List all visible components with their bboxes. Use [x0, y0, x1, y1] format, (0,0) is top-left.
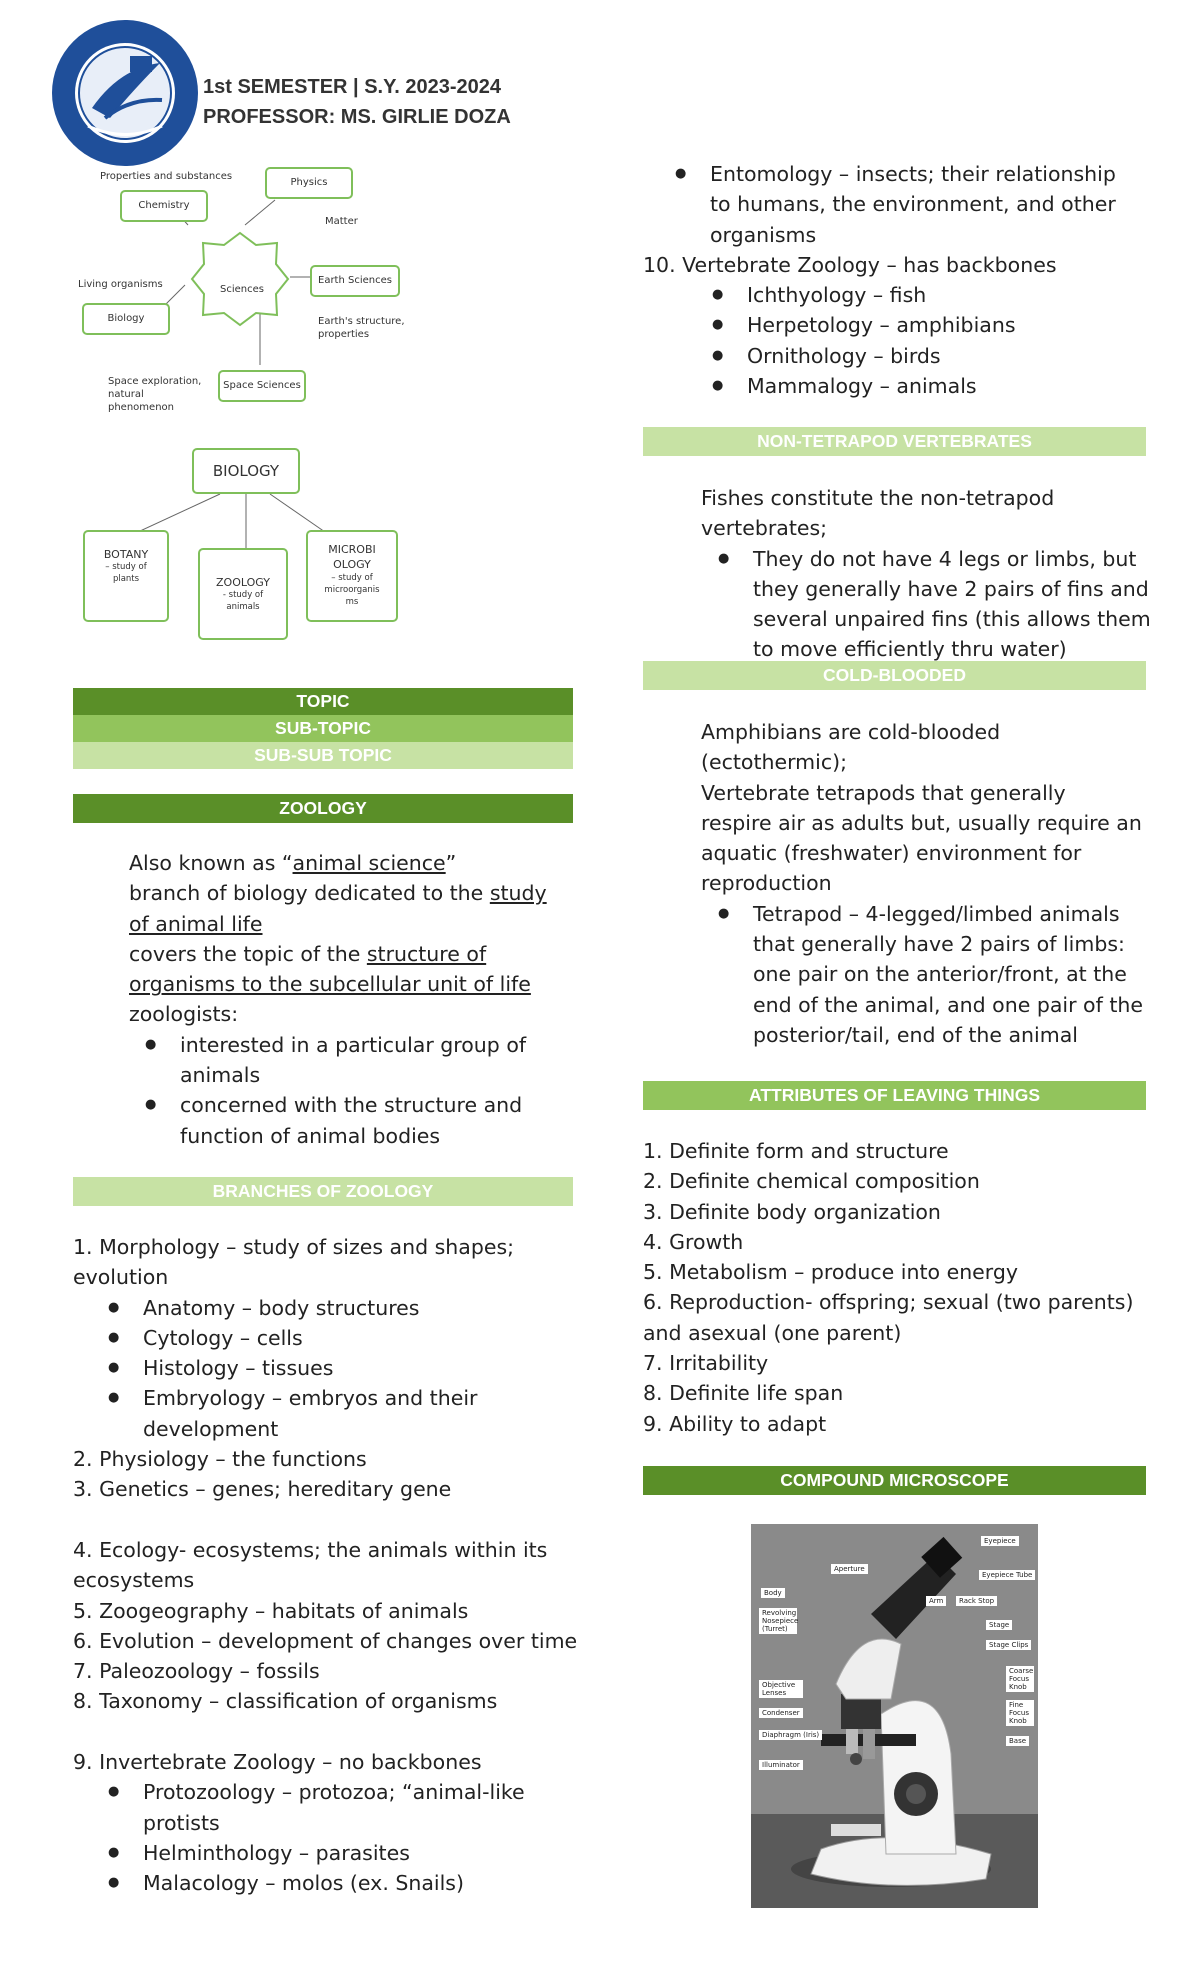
- sub-list-item: [643, 159, 1153, 189]
- list-item: 1. Definite form and structure: [643, 1139, 949, 1163]
- text: several unpaired fins (this allows them: [753, 607, 1151, 632]
- label-arm: Arm: [926, 1596, 946, 1606]
- biology-diagram: [80, 448, 410, 658]
- underlined-text: structure of: [366, 941, 487, 966]
- label-fine-focus-knob: Fine Focus Knob: [1006, 1700, 1034, 1726]
- list-item: 6. Evolution – development of changes over time: [73, 1628, 578, 1653]
- label-rack-stop: Rack Stop: [956, 1596, 997, 1606]
- sciences-center-label: Sciences: [220, 284, 264, 295]
- list-item-continuation: [643, 513, 1153, 543]
- text: organisms: [710, 222, 817, 247]
- text: Cytology – cells: [143, 1325, 303, 1350]
- text: Vertebrate tetrapods that generally: [701, 780, 1066, 805]
- bullet-dot-icon: ●: [145, 1036, 157, 1052]
- bullet-dot-icon: ●: [718, 905, 730, 921]
- space-sciences-box: [218, 370, 306, 402]
- list-item: 9. Invertebrate Zoology – no backbones: [73, 1750, 482, 1775]
- text: they generally have 2 pairs of fins and: [753, 576, 1149, 601]
- professor-heading: PROFESSOR: MS. GIRLIE DOZA: [203, 106, 511, 128]
- cold-blooded-heading: COLD-BLOODED: [643, 661, 1146, 690]
- bullet-dot-icon: ●: [108, 1299, 120, 1315]
- semester-heading: 1st SEMESTER | S.Y. 2023-2024: [203, 76, 501, 98]
- text: Malacology – molos (ex. Snails): [143, 1871, 464, 1896]
- zoology-heading: ZOOLOGY: [73, 794, 573, 823]
- spacer: [73, 1717, 573, 1747]
- text: to humans, the environment, and other: [710, 192, 1116, 217]
- space-sciences-note: Space exploration, natural phenomenon: [108, 376, 202, 413]
- underlined-text: study: [489, 881, 547, 906]
- physics-note: Matter: [325, 216, 358, 227]
- microbiology-box: [306, 530, 398, 622]
- text: protists: [143, 1810, 220, 1835]
- text: Ornithology – birds: [747, 343, 941, 368]
- sub-list-item-continuation: [643, 574, 1153, 604]
- bullet-dot-icon: ●: [712, 378, 724, 394]
- botany-desc: – study of plants: [105, 562, 147, 584]
- botany-title: BOTANY: [103, 548, 149, 561]
- branches-heading: BRANCHES OF ZOOLOGY: [73, 1177, 573, 1206]
- text: branch of biology dedicated to the: [129, 881, 490, 906]
- bullet-dot-icon: ●: [108, 1844, 120, 1860]
- sub-list-item-continuation: [643, 220, 1153, 250]
- text: Ichthyology – fish: [747, 283, 927, 308]
- label-base: Base: [1006, 1736, 1029, 1746]
- physics-label: Physics: [290, 177, 328, 188]
- label-diaphragm: Diaphragm (Iris): [759, 1730, 822, 1740]
- underlined-text: of animal life: [129, 911, 263, 936]
- sub-list-item: [73, 1777, 573, 1807]
- sub-list-item: [643, 899, 1153, 929]
- physics-box: [265, 167, 353, 199]
- text: Protozoology – protozoa; “animal-like: [143, 1780, 525, 1805]
- attributes-heading: ATTRIBUTES OF LEAVING THINGS: [643, 1081, 1146, 1110]
- legend-subsubtopic: SUB-SUB TOPIC: [73, 742, 573, 769]
- text: function of animal bodies: [180, 1123, 441, 1148]
- biology-root-label: BIOLOGY: [212, 462, 280, 480]
- list-item: [73, 999, 573, 1029]
- label-body: Body: [761, 1588, 785, 1598]
- chemistry-label: Chemistry: [138, 200, 190, 211]
- list-item: [73, 939, 573, 969]
- text: Helminthology – parasites: [143, 1840, 410, 1865]
- spacer: [73, 1505, 573, 1535]
- text: Anatomy – body structures: [143, 1295, 420, 1320]
- text: Entomology – insects; their relationship: [710, 162, 1116, 186]
- list-item: 10. Vertebrate Zoology – has backbones: [643, 252, 1057, 277]
- list-item: 3. Genetics – genes; hereditary gene: [73, 1477, 452, 1502]
- bullet-dot-icon: ●: [712, 347, 724, 363]
- sciences-diagram: [70, 165, 420, 415]
- zoology-title: ZOOLOGY: [216, 576, 270, 589]
- branches-list-right: [643, 159, 1153, 401]
- zoology-desc: - study of animals: [222, 590, 264, 612]
- list-item-continuation: and asexual (one parent): [643, 1320, 902, 1345]
- sub-list-item: [643, 280, 1153, 310]
- label-revolving-nosepiece: Revolving Nosepiece (Turret): [759, 1608, 797, 1634]
- list-item: [643, 483, 1153, 513]
- biology-note: Living organisms: [78, 279, 163, 290]
- non-tetrapod-heading: NON-TETRAPOD VERTEBRATES: [643, 427, 1146, 456]
- sub-list-item-continuation: [73, 1060, 573, 1090]
- text: that generally have 2 pairs of limbs:: [753, 932, 1125, 957]
- botany-box: [83, 530, 169, 622]
- bullet-dot-icon: ●: [108, 1390, 120, 1406]
- earth-sciences-box: [310, 265, 400, 297]
- microbiology-title: MICROBI OLOGY: [328, 543, 376, 571]
- sub-list-item-continuation: [73, 1808, 573, 1838]
- text: to move efficiently thru water): [753, 637, 1067, 662]
- list-item: 6. Reproduction- offspring; sexual (two parents): [643, 1290, 1134, 1315]
- microscope-image: [751, 1524, 1038, 1908]
- text: (ectothermic);: [701, 750, 848, 775]
- bullet-dot-icon: ●: [145, 1097, 157, 1113]
- list-item: 2. Definite chemical composition: [643, 1169, 980, 1194]
- sub-list-item: [73, 1353, 573, 1383]
- text: one pair on the anterior/front, at the: [753, 962, 1127, 987]
- underlined-text: animal science: [292, 851, 446, 875]
- list-item: [643, 717, 1153, 747]
- label-condenser: Condenser: [759, 1708, 803, 1718]
- text: Herpetology – amphibians: [747, 313, 1016, 338]
- text: Amphibians are cold-blooded: [701, 720, 1001, 744]
- text: zoologists:: [129, 1002, 239, 1027]
- sub-list-item-continuation: [643, 1020, 1153, 1050]
- zoology-section: [73, 848, 573, 1151]
- text: posterior/tail, end of the animal: [753, 1022, 1078, 1047]
- sub-list-item: [73, 1090, 573, 1120]
- sub-list-item-continuation: [73, 1414, 573, 1444]
- label-stage-clips: Stage Clips: [986, 1640, 1031, 1650]
- text: aquatic (freshwater) environment for: [701, 841, 1082, 866]
- text: Fishes constitute the non-tetrapod: [701, 486, 1055, 510]
- sub-list-item-continuation: [643, 929, 1153, 959]
- branches-list-left: [73, 1232, 578, 1899]
- text: vertebrates;: [701, 516, 828, 541]
- list-item: 5. Zoogeography – habitats of animals: [73, 1598, 469, 1623]
- space-sciences-label: Space Sciences: [223, 380, 301, 391]
- sub-list-item: [73, 1838, 573, 1868]
- zoology-box: [198, 548, 288, 640]
- bullet-dot-icon: ●: [108, 1329, 120, 1345]
- list-item: 4. Growth: [643, 1229, 744, 1254]
- underlined-text: organisms to the subcellular unit of life: [129, 972, 531, 997]
- bullet-dot-icon: ●: [718, 550, 730, 566]
- text: respire air as adults but, usually require an: [701, 810, 1142, 835]
- cold-blooded-section: [643, 717, 1153, 1050]
- sub-list-item: [643, 544, 1153, 574]
- list-item-continuation: [73, 909, 573, 939]
- text: Embryology – embryos and their: [143, 1386, 478, 1411]
- bullet-dot-icon: ●: [675, 166, 687, 181]
- list-item: 4. Ecology- ecosystems; the animals within its: [73, 1537, 548, 1562]
- list-item: 2. Physiology – the functions: [73, 1447, 367, 1472]
- legend-topic: TOPIC: [73, 688, 573, 715]
- legend-subtopic: SUB-TOPIC: [73, 715, 573, 742]
- earth-sciences-note: Earth's structure, properties: [318, 316, 405, 340]
- bullet-dot-icon: ●: [712, 287, 724, 303]
- label-illuminator: Illuminator: [759, 1760, 803, 1770]
- sub-list-item: [73, 1383, 573, 1413]
- list-item: 3. Definite body organization: [643, 1199, 941, 1224]
- list-item: 8. Definite life span: [643, 1381, 844, 1406]
- bullet-dot-icon: ●: [712, 317, 724, 333]
- list-item-continuation: [643, 838, 1153, 868]
- list-item: 7. Paleozoology – fossils: [73, 1659, 320, 1684]
- bullet-dot-icon: ●: [108, 1784, 120, 1800]
- text: They do not have 4 legs or limbs, but: [753, 546, 1137, 571]
- text: interested in a particular group of: [180, 1032, 527, 1057]
- bullet-dot-icon: ●: [108, 1360, 120, 1376]
- list-item-continuation: ecosystems: [73, 1568, 195, 1593]
- text: Histology – tissues: [143, 1356, 334, 1381]
- text: Also known as “: [129, 851, 293, 875]
- sub-list-item-continuation: [643, 990, 1153, 1020]
- sub-list-item: [73, 1323, 573, 1353]
- text: reproduction: [701, 871, 832, 896]
- attributes-list: [643, 1136, 1153, 1439]
- label-stage: Stage: [986, 1620, 1012, 1630]
- text: animals: [180, 1063, 261, 1088]
- microbiology-desc: – study of microorganis ms: [324, 573, 380, 607]
- sub-list-item: [73, 1293, 573, 1323]
- text: covers the topic of the: [129, 941, 367, 966]
- sub-list-item: [73, 1868, 573, 1898]
- sub-list-item-continuation: [643, 959, 1153, 989]
- biology-root-box: [192, 448, 300, 494]
- sub-list-item-continuation: [643, 604, 1153, 634]
- list-item-continuation: [643, 868, 1153, 898]
- biology-box: [82, 303, 170, 335]
- sub-list-item: [643, 310, 1153, 340]
- sub-list-item-continuation: [643, 189, 1153, 219]
- list-item: 7. Irritability: [643, 1351, 769, 1376]
- text: Mammalogy – animals: [747, 374, 977, 399]
- sub-list-item: [643, 371, 1153, 401]
- non-tetrapod-section: [643, 483, 1153, 665]
- sub-list-item: [643, 341, 1153, 371]
- label-eyepiece-tube: Eyepiece Tube: [979, 1570, 1035, 1580]
- earth-sciences-label: Earth Sciences: [318, 275, 392, 286]
- list-item: 1. Morphology – study of sizes and shapes;: [73, 1235, 515, 1259]
- text: end of the animal, and one pair of the: [753, 992, 1143, 1017]
- label-objective-lenses: Objective Lenses: [759, 1680, 803, 1698]
- list-item: [73, 878, 573, 908]
- sub-list-item-continuation: [73, 1121, 573, 1151]
- list-item-continuation: evolution: [73, 1265, 169, 1290]
- text: concerned with the structure and: [180, 1093, 523, 1118]
- list-item: 5. Metabolism – produce into energy: [643, 1260, 1019, 1285]
- bullet-dot-icon: ●: [108, 1875, 120, 1891]
- list-item: [73, 848, 573, 878]
- list-item: 8. Taxonomy – classification of organisms: [73, 1689, 498, 1714]
- label-coarse-focus-knob: Coarse Focus Knob: [1006, 1666, 1034, 1692]
- label-aperture: Aperture: [831, 1564, 868, 1574]
- chemistry-box: [120, 190, 208, 222]
- sub-list-item: [73, 1030, 573, 1060]
- text: development: [143, 1416, 279, 1441]
- list-item-continuation: [73, 969, 573, 999]
- text: Tetrapod – 4-legged/limbed animals: [753, 901, 1120, 926]
- list-item-continuation: [643, 747, 1153, 777]
- university-logo: [50, 18, 200, 168]
- label-eyepiece: Eyepiece: [981, 1536, 1019, 1546]
- text: ”: [445, 851, 457, 875]
- list-item: [643, 778, 1153, 808]
- list-item: 9. Ability to adapt: [643, 1411, 827, 1436]
- list-item-continuation: [643, 808, 1153, 838]
- compound-microscope-heading: COMPOUND MICROSCOPE: [643, 1466, 1146, 1495]
- biology-label: Biology: [107, 313, 145, 324]
- chemistry-note: Properties and substances: [100, 171, 233, 182]
